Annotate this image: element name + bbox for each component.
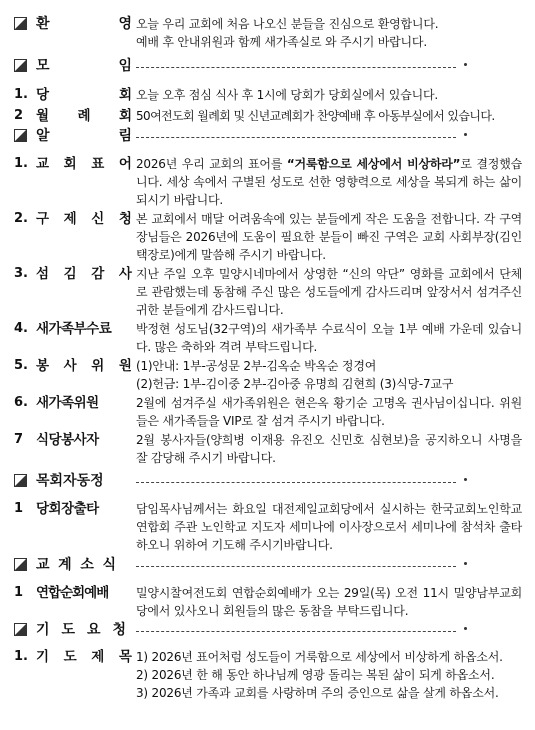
divider-line xyxy=(136,137,456,138)
divider-line xyxy=(136,67,456,68)
item-text: 50여전도회 월례회 및 신년교례회가 찬양예배 후 아동부실에서 있습니다. xyxy=(136,109,495,123)
item-text: 박정현 성도님(32구역)의 새가족부 수료식이 오늘 1부 예배 가운데 있습니다. 많은 축하와 격려 부탁드립니다. xyxy=(136,322,522,354)
item-label: 기 도 제 목 xyxy=(36,649,132,665)
item-text: (1)안내: 1부-공성문 2부-김옥순 박옥순 정경여 (2)헌금: 1부-김이중 2부-김아중 유명희 김현희 (3)식당-7교구 xyxy=(136,359,454,391)
divider-dot xyxy=(464,478,467,481)
section-welcome xyxy=(14,14,524,49)
item-label: 섬 김 감 사 xyxy=(36,266,132,282)
item-number: 5. xyxy=(14,358,28,373)
item-label: 교 회 표 어 xyxy=(36,156,132,172)
section-marker-icon xyxy=(14,129,27,142)
divider-line xyxy=(136,482,456,483)
item-text: 담임목사님께서는 화요일 대전제일교회당에서 실시하는 한국교회노인학교연합회 주관 노인학교 지도자 세미나에 이사장으로서 세미나에 참석차 출타하오니 위하여 기도해 주시기바랍니다. xyxy=(136,502,522,552)
item-number: 1 xyxy=(14,501,24,516)
section-title-notice: 알 림 xyxy=(36,128,132,144)
item-text: 2월에 섬겨주실 새가족위원은 현은옥 황기순 고명옥 권사님이십니다. 위원들은 새가족들을 VIP로 잘 섬겨 주시기 바랍니다. xyxy=(136,396,522,428)
section-title-churches: 교 계 소 식 xyxy=(36,557,116,573)
section-title-meeting: 모 임 xyxy=(36,58,132,74)
item-text: 1) 2026년 표어처럼 성도들이 거룩함으로 세상에서 비상하게 하옵소서. 2) 2026년 한 해 동안 하나님께 영광 돌리는 복된 삶이 되게 하옵소서. 3) 2026년 가족과 교회를 사랑하며 주의 증인으로 삶을 살게 하옵소서. xyxy=(136,650,503,700)
divider-dot xyxy=(464,63,467,66)
item-number: 4. xyxy=(14,321,28,336)
item-label: 봉 사 위 원 xyxy=(36,358,132,374)
item-label: 새가족위원 xyxy=(36,395,99,411)
item-number: 1. xyxy=(14,156,28,171)
item-number: 1. xyxy=(14,87,28,102)
item-number: 1 xyxy=(14,585,24,600)
section-marker-icon xyxy=(14,59,27,72)
item-text: 오늘 오후 점심 식사 후 1시에 당회가 당회실에서 있습니다. xyxy=(136,88,438,102)
item-text: 밀양시찰여전도회 연합순회예배가 오는 29일(목) 오전 11시 밀양남부교회당에서 있사오니 회원들의 많은 동참을 부탁드립니다. xyxy=(136,586,522,618)
section-meeting xyxy=(14,56,524,78)
item-number: 2. xyxy=(14,211,28,226)
item-text: 지난 주일 오후 밀양시네마에서 상영한 “신의 악단” 영화를 교회에서 단체로 관람했는데 동참해 주신 많은 성도들에게 감사드리며 앞장서서 섬겨주신 귀한 분들에게 감사드립니다. xyxy=(136,267,522,317)
divider-line xyxy=(136,566,456,567)
section-marker-icon xyxy=(14,17,27,30)
divider-dot xyxy=(464,627,467,630)
item-text: 본 교회에서 매달 어려움속에 있는 분들에게 작은 도움을 전합니다. 각 구역장님들은 2026년에 도움이 필요한 분들이 빠진 구역은 교회 사회부장(김인택장로)에게 말씀해 주시기 바랍니다. xyxy=(136,212,522,262)
section-churches xyxy=(14,555,524,577)
section-marker-icon xyxy=(14,623,27,636)
item-label: 연합순회예배 xyxy=(36,585,109,601)
section-title-prayer: 기 도 요 청 xyxy=(36,622,126,638)
item-label: 식당봉사자 xyxy=(36,432,99,448)
item-label: 당 회 xyxy=(36,87,132,103)
divider-line xyxy=(136,631,456,632)
section-pastor xyxy=(14,471,524,493)
item-number: 3. xyxy=(14,266,28,281)
section-marker-icon xyxy=(14,558,27,571)
section-prayer xyxy=(14,620,524,642)
item-text: 2월 봉사자들(양희병 이재용 유진오 신민호 심현보)을 공지하오니 사명을 잘 감당해 주시기 바랍니다. xyxy=(136,433,522,465)
divider-dot xyxy=(464,133,467,136)
section-title-welcome: 환 영 xyxy=(36,16,132,32)
item-label: 새가족부수료 xyxy=(36,321,112,337)
item-label: 월 례 회 xyxy=(36,108,132,124)
item-number: 2 xyxy=(14,108,24,123)
item-label: 당회장출타 xyxy=(36,501,99,517)
section-marker-icon xyxy=(14,474,27,487)
section-title-pastor: 목회자동정 xyxy=(36,473,104,489)
section-notice xyxy=(14,126,524,148)
divider-dot xyxy=(464,562,467,565)
welcome-text: 오늘 우리 교회에 처음 나오신 분들을 진심으로 환영합니다. 예배 후 안내위원과 함께 새가족실로 와 주시기 바랍니다. xyxy=(136,17,439,49)
item-text: 2026년 우리 교회의 표어를 “거룩함으로 세상에서 비상하라”로 결정했습니다. 세상 속에서 구별된 성도로 선한 영향력으로 세상을 복되게 하는 삶이 되시기 바랍니다. xyxy=(136,157,522,207)
item-label: 구 제 신 청 xyxy=(36,211,132,227)
item-number: 7 xyxy=(14,432,24,447)
item-number: 6. xyxy=(14,395,28,410)
item-number: 1. xyxy=(14,649,28,664)
motto-text: “거룩함으로 세상에서 비상하라” xyxy=(286,157,461,171)
